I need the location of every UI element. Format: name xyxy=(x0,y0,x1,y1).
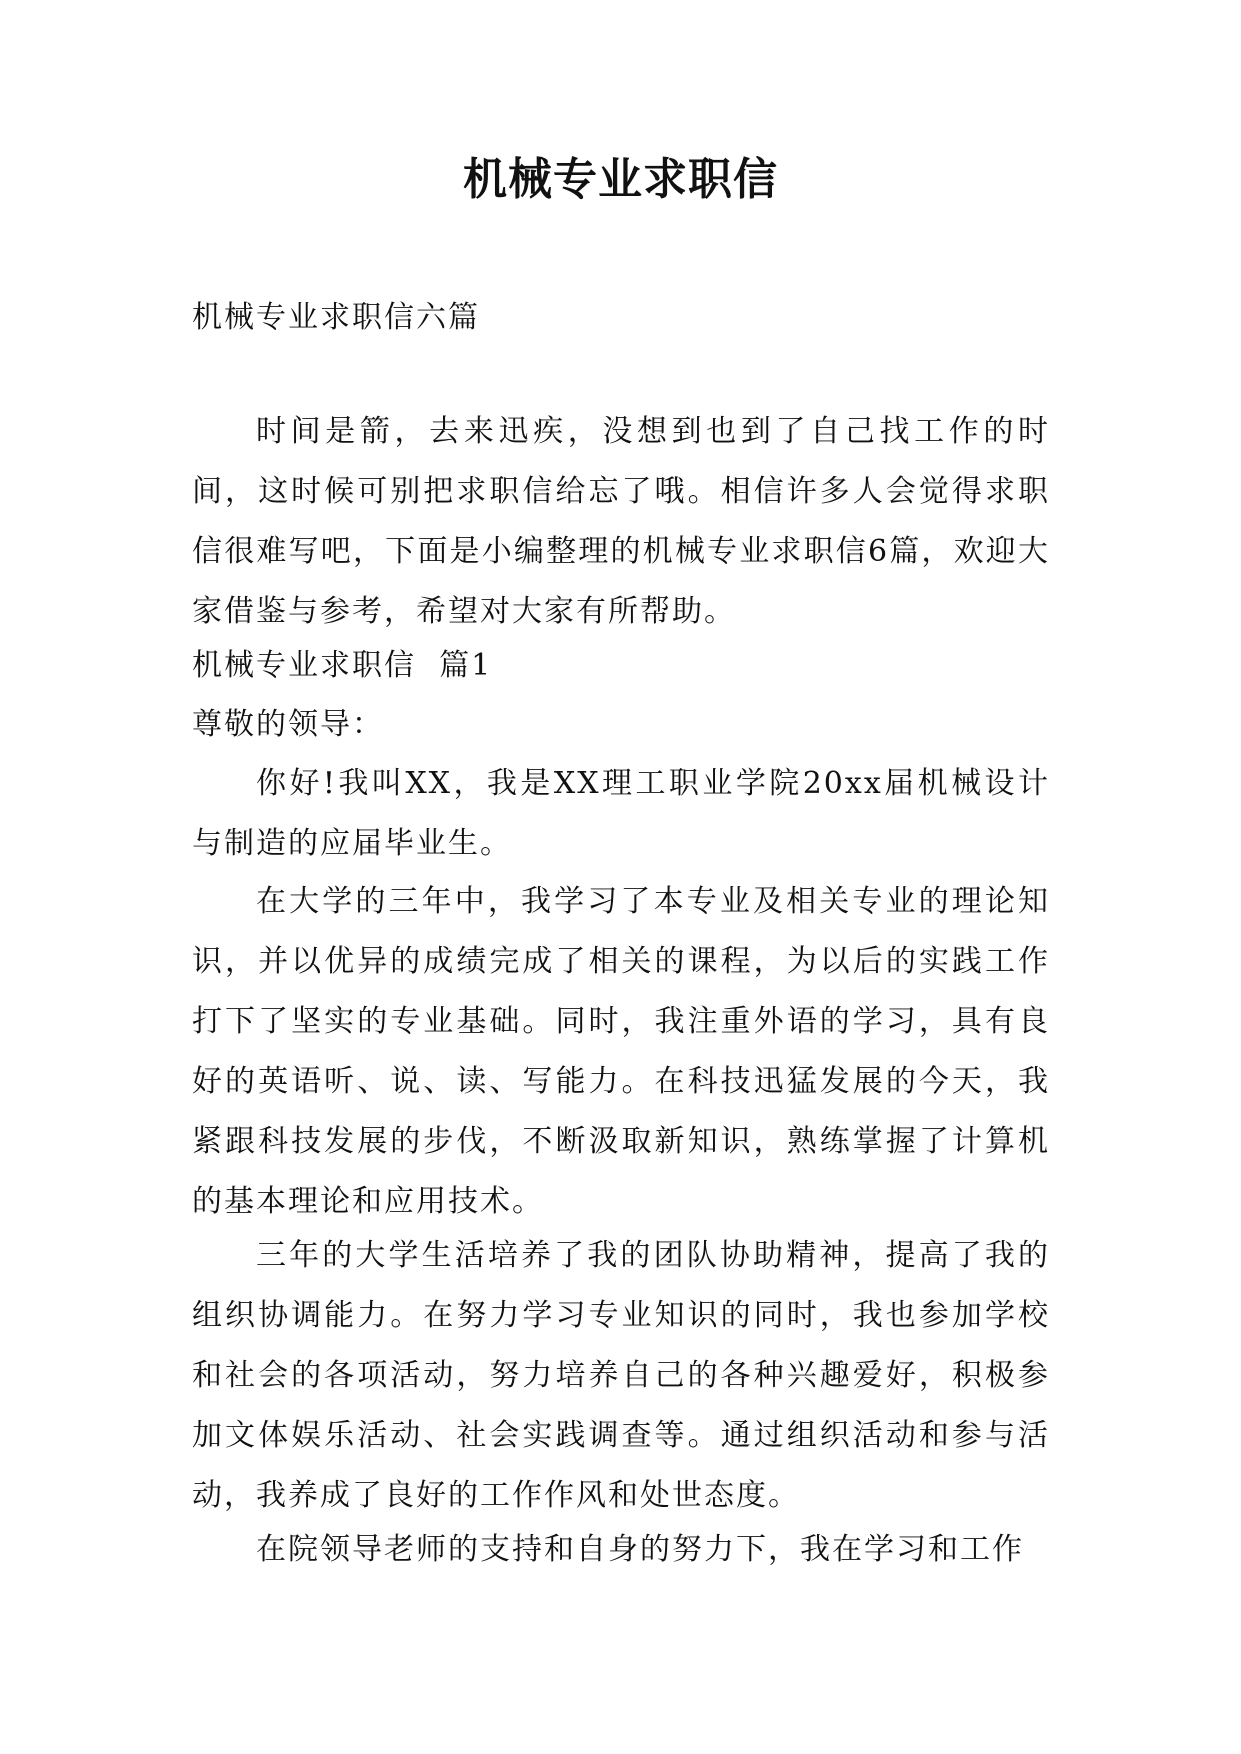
salutation: 尊敬的领导： xyxy=(192,707,384,742)
document-title: 机械专业求职信 xyxy=(463,154,778,205)
body-paragraph: 你好!我叫XX，我是XX理工职业学院20xx届机械设计与制造的应届毕业生。 xyxy=(192,766,1050,861)
document-subtitle: 机械专业求职信六篇 xyxy=(192,300,480,335)
body-paragraph: 三年的大学生活培养了我的团队协助精神，提高了我的组织协调能力。在努力学习专业知识的同时，我也参加学校和社会的各项活动，努力培养自己的各种兴趣爱好，积极参加文体娱乐活动、社会实践调查等。通过组织活动和参与活动，我养成了良好的工作作风和处世态度。 xyxy=(192,1238,1050,1513)
intro-paragraph: 时间是箭，去来迅疾，没想到也到了自己找工作的时间，这时候可别把求职信给忘了哦。相信许多人会觉得求职信很难写吧，下面是小编整理的机械专业求职信6篇，欢迎大家借鉴与参考，希望对大家有所帮助。 xyxy=(192,414,1050,629)
body-paragraph: 在大学的三年中，我学习了本专业及相关专业的理论知识，并以优异的成绩完成了相关的课程，为以后的实践工作打下了坚实的专业基础。同时，我注重外语的学习，具有良好的英语听、说、读、写能力。在科技迅猛发展的今天，我紧跟科技发展的步伐，不断汲取新知识，熟练掌握了计算机的基本理论和应用技术。 xyxy=(192,884,1050,1219)
body-paragraph: 在院领导老师的支持和自身的努力下，我在学习和工作 xyxy=(256,1532,1024,1567)
section-heading: 机械专业求职信 篇1 xyxy=(192,648,493,683)
